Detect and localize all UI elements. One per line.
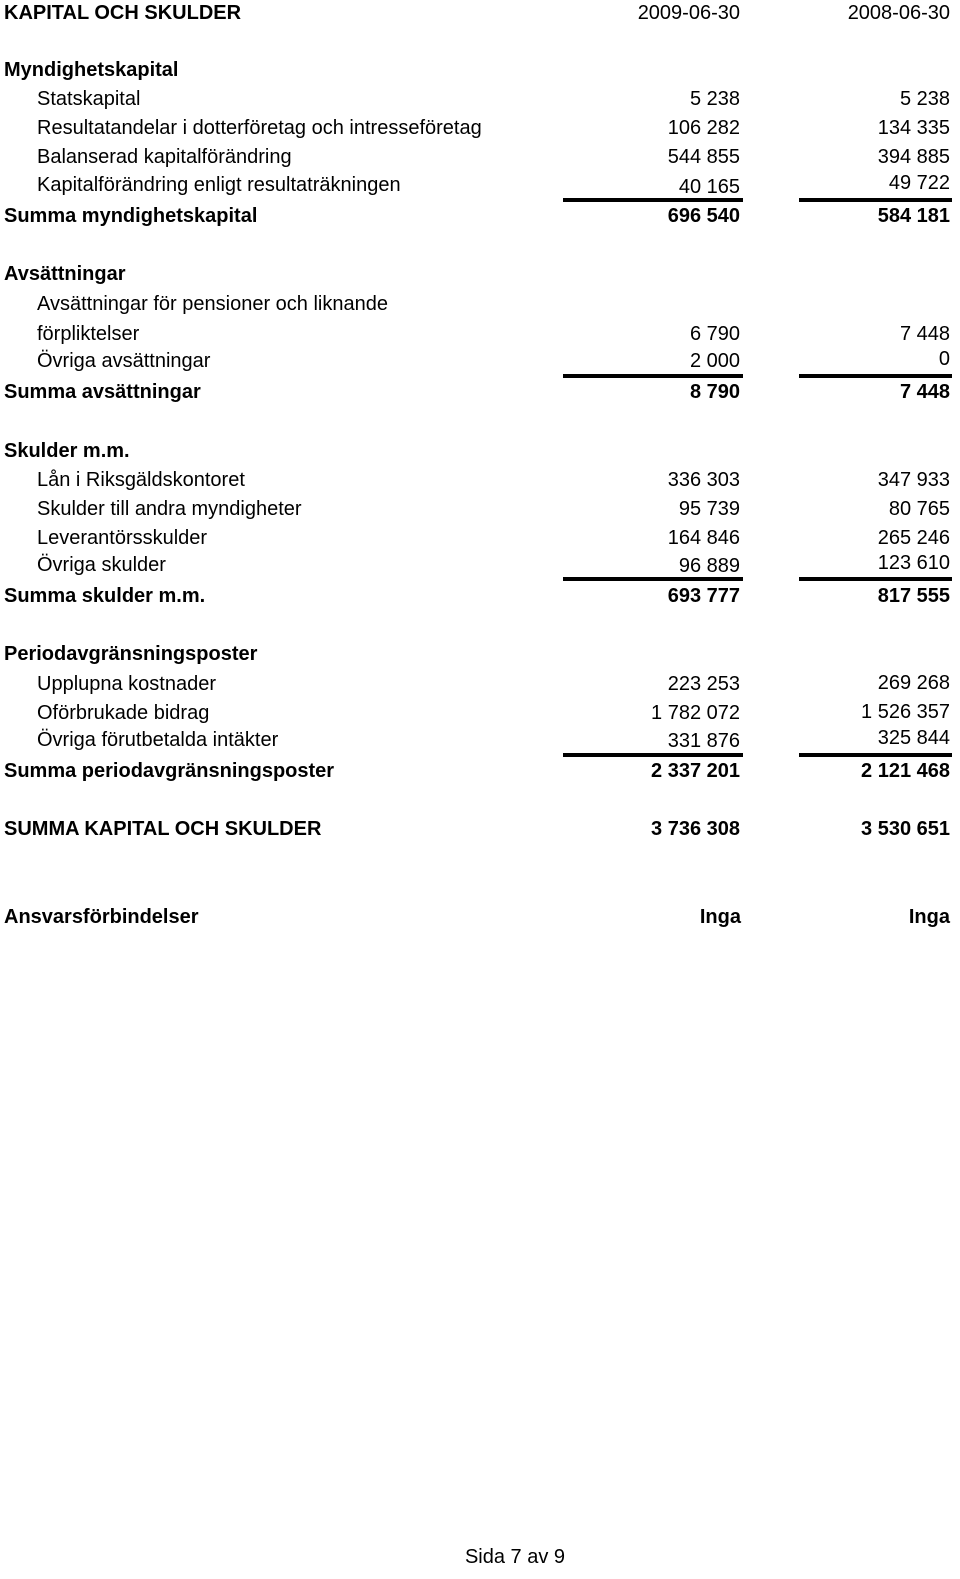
- row-value-2008: 123 610: [877, 552, 950, 574]
- grand-total-label: SUMMA KAPITAL OCH SKULDER: [4, 818, 322, 840]
- sum-value-2009: 693 777: [667, 585, 740, 607]
- contingent-liabilities-2008: Inga: [908, 906, 950, 928]
- section-heading: [0, 641, 960, 667]
- sum-label: Summa avsättningar: [4, 381, 201, 403]
- sum-value-2008: 817 555: [877, 585, 950, 607]
- row-value-2009: 336 303: [667, 469, 740, 491]
- row-label: Kapitalförändring enligt resultaträkningen: [37, 174, 401, 196]
- sum-rule: [799, 577, 952, 581]
- sum-label: Summa myndighetskapital: [4, 205, 258, 227]
- contingent-liabilities-label: Ansvarsförbindelser: [4, 906, 199, 928]
- row-label: Lån i Riksgäldskontoret: [37, 469, 245, 491]
- grand-total-row: [0, 816, 960, 842]
- sum-value-2009: 696 540: [667, 205, 740, 227]
- table-row: [0, 727, 960, 753]
- row-label: Upplupna kostnader: [37, 673, 217, 695]
- row-label: Leverantörsskulder: [37, 527, 208, 549]
- row-label: Övriga förutbetalda intäkter: [37, 729, 279, 751]
- row-value-2008: 265 246: [877, 527, 950, 549]
- table-row: [0, 348, 960, 374]
- row-value-2009: 1 782 072: [651, 702, 740, 724]
- table-row: [0, 671, 960, 697]
- table-row: [0, 86, 960, 112]
- row-value-2008: 325 844: [877, 727, 950, 749]
- sum-label: Summa skulder m.m.: [4, 585, 206, 607]
- row-value-2008: 80 765: [888, 498, 950, 520]
- row-value-2008: 394 885: [877, 146, 950, 168]
- sum-rule: [799, 374, 952, 378]
- page-title: KAPITAL OCH SKULDER: [4, 2, 242, 24]
- column-header-2009: 2009-06-30: [637, 2, 740, 24]
- sum-rule: [799, 753, 952, 757]
- row-value-2009: 331 876: [667, 730, 740, 752]
- section-heading: [0, 57, 960, 83]
- page-number: Sida 7 av 9: [464, 1546, 566, 1568]
- row-value-2008: 0: [938, 348, 950, 370]
- table-row: [0, 144, 960, 170]
- column-header-2008: 2008-06-30: [847, 2, 950, 24]
- table-row: [0, 291, 960, 317]
- row-label: förpliktelser: [37, 323, 140, 345]
- row-label: Statskapital: [37, 88, 141, 110]
- row-label: Skulder till andra myndigheter: [37, 498, 302, 520]
- table-header: [0, 0, 960, 26]
- table-row: [0, 321, 960, 347]
- row-label: Balanserad kapitalförändring: [37, 146, 292, 168]
- grand-total-2009: 3 736 308: [651, 818, 740, 840]
- table-row: [0, 467, 960, 493]
- contingent-liabilities-2009: Inga: [699, 906, 741, 928]
- table-row: [0, 172, 960, 198]
- table-row: [0, 552, 960, 578]
- sum-rule: [563, 198, 743, 202]
- sum-row: [0, 203, 960, 229]
- row-label: Resultatandelar i dotterföretag och intresseföretag: [37, 117, 482, 139]
- row-value-2009: 40 165: [678, 176, 740, 198]
- row-value-2008: 347 933: [877, 469, 950, 491]
- sum-rule: [799, 198, 952, 202]
- row-label: Övriga avsättningar: [37, 350, 211, 372]
- sum-row: [0, 758, 960, 784]
- row-value-2008: 7 448: [899, 323, 950, 345]
- sum-value-2008: 584 181: [877, 205, 950, 227]
- section-heading-label: Periodavgränsningsposter: [4, 643, 258, 665]
- table-row: [0, 525, 960, 551]
- table-row: [0, 115, 960, 141]
- contingent-liabilities-row: [0, 904, 960, 930]
- row-value-2009: 2 000: [689, 350, 740, 372]
- sum-rule: [563, 753, 743, 757]
- sum-value-2008: 7 448: [899, 381, 950, 403]
- row-value-2008: 269 268: [877, 672, 950, 694]
- sum-row: [0, 583, 960, 609]
- sum-value-2009: 2 337 201: [651, 760, 740, 782]
- row-value-2008: 49 722: [888, 172, 950, 194]
- sum-value-2009: 8 790: [689, 381, 740, 403]
- row-value-2009: 544 855: [667, 146, 740, 168]
- section-heading-label: Myndighetskapital: [4, 59, 179, 81]
- row-value-2009: 223 253: [667, 673, 740, 695]
- row-label: Oförbrukade bidrag: [37, 702, 210, 724]
- row-label: Avsättningar för pensioner och liknande: [37, 293, 388, 315]
- row-label: Övriga skulder: [37, 554, 166, 576]
- section-heading-label: Avsättningar: [4, 263, 126, 285]
- sum-row: [0, 379, 960, 405]
- row-value-2008: 1 526 357: [861, 701, 950, 723]
- section-heading: [0, 261, 960, 287]
- row-value-2008: 5 238: [899, 88, 950, 110]
- row-value-2009: 106 282: [667, 117, 740, 139]
- row-value-2009: 5 238: [689, 88, 740, 110]
- row-value-2008: 134 335: [877, 117, 950, 139]
- sum-rule: [563, 374, 743, 378]
- table-row: [0, 700, 960, 726]
- row-value-2009: 6 790: [689, 323, 740, 345]
- section-heading-label: Skulder m.m.: [4, 440, 130, 462]
- grand-total-2008: 3 530 651: [861, 818, 950, 840]
- section-heading: [0, 438, 960, 464]
- table-row: [0, 496, 960, 522]
- sum-label: Summa periodavgränsningsposter: [4, 760, 335, 782]
- row-value-2009: 96 889: [678, 555, 740, 577]
- row-value-2009: 164 846: [667, 527, 740, 549]
- row-value-2009: 95 739: [678, 498, 740, 520]
- sum-value-2008: 2 121 468: [861, 760, 950, 782]
- sum-rule: [563, 577, 743, 581]
